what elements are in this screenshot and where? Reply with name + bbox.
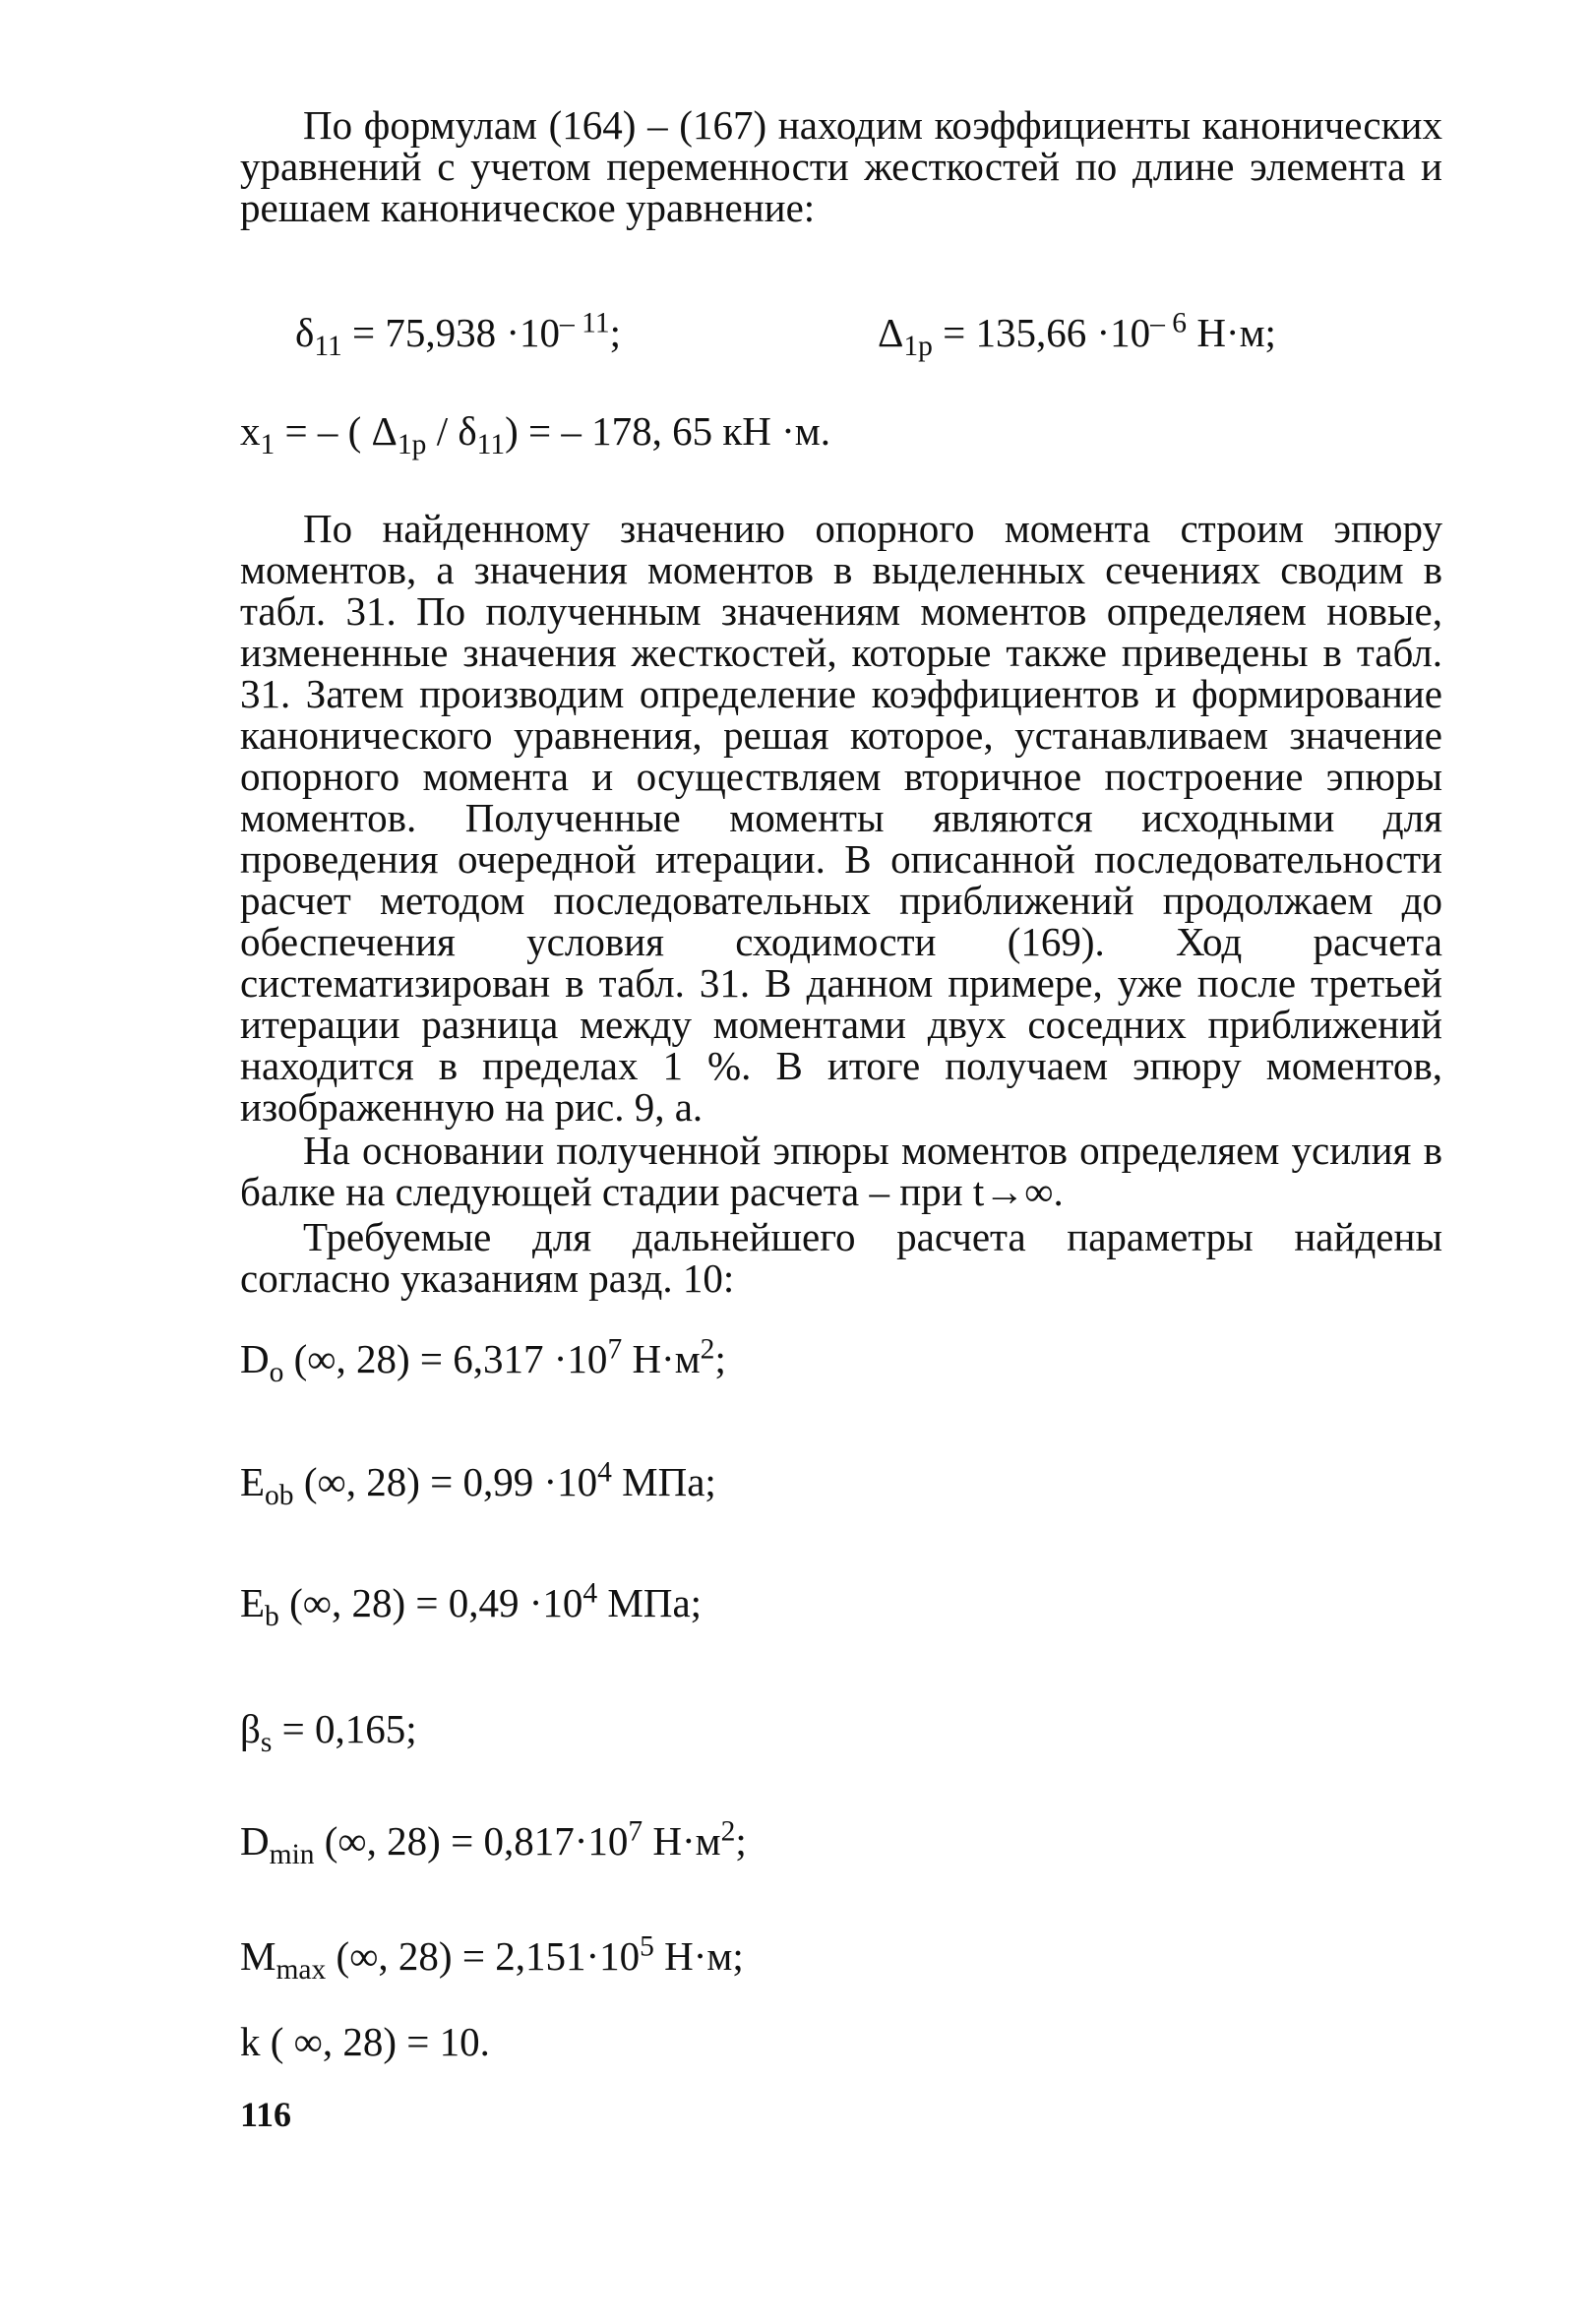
eq-symbol: β	[240, 1706, 261, 1751]
paragraph-2: По найденному значению опорного момента строим эпюру моментов, а значения моментов в выделенных сечениях сводим в табл. 31. По полученным значениям моментов определяем новые, измененные значения жесткостей, которые также приведены в табл. 31. Затем производим определение коэффициентов и формирование канонического уравнения, решая которое, устанавливаем значение опорного момента и осуществляем вторичное построение эпюры моментов. Полученные моменты являются исходными для проведения очередной итерации. В описанной последовательности расчет методом последовательных приближений продолжаем до обеспечения условия сходимости (169). Ход расчета систематизирован в табл. 31. В данном примере, уже после третьей итерации разница между моментами двух соседних приближений находится в пределах 1 %. В итоге получаем эпюру моментов, изображенную на рис. 9, а.	[240, 506, 1442, 1130]
eq-symbol: D	[240, 1818, 270, 1864]
eq-rhs: = 0,165;	[272, 1706, 417, 1751]
eq-exp: 5	[640, 1930, 654, 1963]
eq-exp: 7	[607, 1333, 623, 1366]
eq-tail: МПа;	[597, 1580, 703, 1625]
equation-Eob	[240, 1456, 716, 1512]
eq-tail: Н·м	[643, 1818, 721, 1864]
eq-sub: o	[269, 1357, 284, 1389]
equation-betas	[240, 1704, 417, 1759]
eq-rhs: = 135,66 ·10	[932, 310, 1151, 355]
eq-sub: 1p	[903, 331, 933, 363]
eq-rhs: = 75,938 ·10	[341, 310, 561, 355]
eq-lhs: x	[240, 408, 261, 454]
eq-tail-exp: 2	[700, 1333, 715, 1366]
eq-symbol: D	[240, 1336, 270, 1381]
equation-delta11	[295, 307, 621, 363]
eq-mid1-sub: 1p	[397, 429, 427, 461]
paragraph-3: На основании полученной эпюры моментов определяем усилия в балке на следующей стадии расчета – при t→∞.	[240, 1128, 1442, 1214]
eq-exp: 7	[628, 1815, 643, 1848]
eq-tail: МПа;	[611, 1459, 716, 1504]
eq-sub: 11	[314, 331, 342, 363]
eq-symbol: Δ	[878, 310, 904, 355]
eq-rhs: (∞, 28) = 0,817·10	[314, 1818, 629, 1864]
equation-Dmin	[240, 1815, 747, 1871]
eq-exp: – 11	[560, 307, 610, 339]
eq-text: k ( ∞, 28) = 10.	[240, 2019, 490, 2064]
equation-Eb	[240, 1577, 703, 1633]
eq-rhs: (∞, 28) = 6,317 ·10	[283, 1336, 608, 1381]
eq-exp: – 6	[1150, 307, 1188, 339]
eq-tail-exp: 2	[720, 1815, 736, 1848]
eq-symbol: E	[240, 1580, 266, 1625]
equation-D0	[240, 1333, 726, 1389]
eq-sub: min	[269, 1839, 315, 1871]
eq-exp: 4	[582, 1577, 598, 1610]
equation-Delta1p	[878, 307, 1276, 363]
paragraph-4-block	[240, 1216, 1442, 1299]
eq-mid2-sub: 11	[476, 429, 506, 461]
equation-k	[240, 2017, 490, 2066]
eq-sub: s	[260, 1727, 273, 1759]
eq-symbol: M	[240, 1933, 276, 1979]
eq-sub: ob	[265, 1480, 294, 1512]
eq-tail: Н·м;	[653, 1933, 744, 1979]
eq-sub: b	[265, 1601, 279, 1633]
eq-rhs: (∞, 28) = 0,49 ·10	[278, 1580, 583, 1625]
page-number: 116	[240, 2095, 292, 2134]
paragraph-4: Требуемые для дальнейшего расчета параметры найдены согласно указаниям разд. 10:	[240, 1214, 1442, 1301]
eq-end: ;	[735, 1818, 747, 1864]
equation-Mmax	[240, 1930, 744, 1987]
eq-mid1: = – ( Δ	[275, 408, 398, 454]
eq-tail: Н·м;	[1187, 310, 1276, 355]
eq-lhs-sub: 1	[260, 429, 276, 461]
eq-symbol: E	[240, 1459, 266, 1504]
eq-symbol: δ	[295, 310, 315, 355]
paragraph-1-block	[240, 104, 1442, 228]
eq-end: ;	[714, 1336, 726, 1381]
paragraph-2-block	[240, 508, 1442, 1128]
eq-rhs: (∞, 28) = 2,151·10	[326, 1933, 641, 1979]
eq-exp: 4	[597, 1456, 612, 1489]
paragraph-1: По формулам (164) – (167) находим коэффициенты канонических уравнений с учетом переменности жесткостей по длине элемента и решаем каноническое уравнение:	[240, 102, 1442, 230]
eq-sub: max	[276, 1954, 327, 1987]
eq-rhs: (∞, 28) = 0,99 ·10	[293, 1459, 598, 1504]
eq-mid2: / δ	[426, 408, 477, 454]
eq-tail: Н·м	[622, 1336, 701, 1381]
equation-x1	[240, 406, 830, 461]
paragraph-3-block	[240, 1130, 1442, 1212]
eq-rhs: ) = – 178, 65 кН ·м.	[505, 408, 830, 454]
eq-tail: ;	[609, 310, 621, 355]
